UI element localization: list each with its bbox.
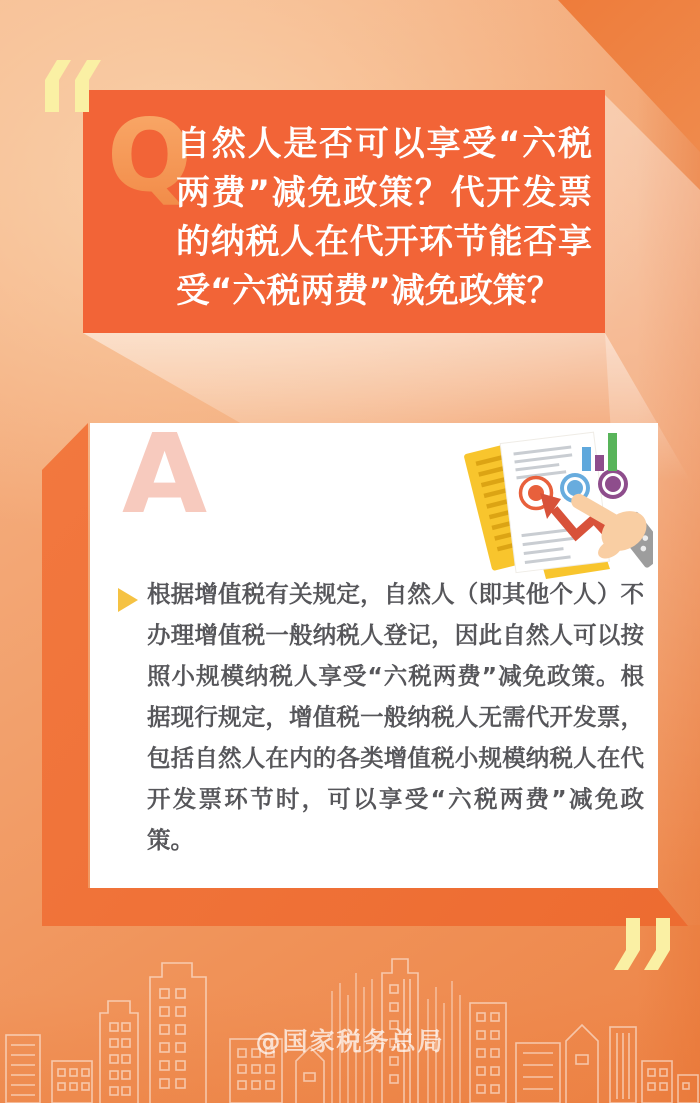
bullet-triangle-icon (118, 588, 138, 612)
answer-text: 根据增值税有关规定，自然人（即其他个人）不办理增值税一般纳税人登记，因此自然人可以按照小规模纳税人享受“六税两费”减免政策。根据现行规定，增值税一般纳税人无需代开发票，包括自然人在内的各类增值税小规模纳税人在代开发票环节时，可以享受“六税两费”减免政策。 (147, 580, 644, 854)
question-text: 自然人是否可以享受“六税两费”减免政策？代开发票的纳税人在代开环节能否享受“六税两费”减免政策？ (176, 124, 592, 311)
a-letter: A (122, 410, 208, 538)
open-quote-icon (45, 60, 101, 112)
q-letter: Q (107, 97, 193, 214)
answer-card (90, 410, 658, 888)
question-card (83, 90, 605, 333)
watermark: @国家税务总局 (255, 1027, 445, 1056)
close-quote-icon (614, 918, 670, 970)
document-chart-hand-icon (448, 429, 653, 584)
